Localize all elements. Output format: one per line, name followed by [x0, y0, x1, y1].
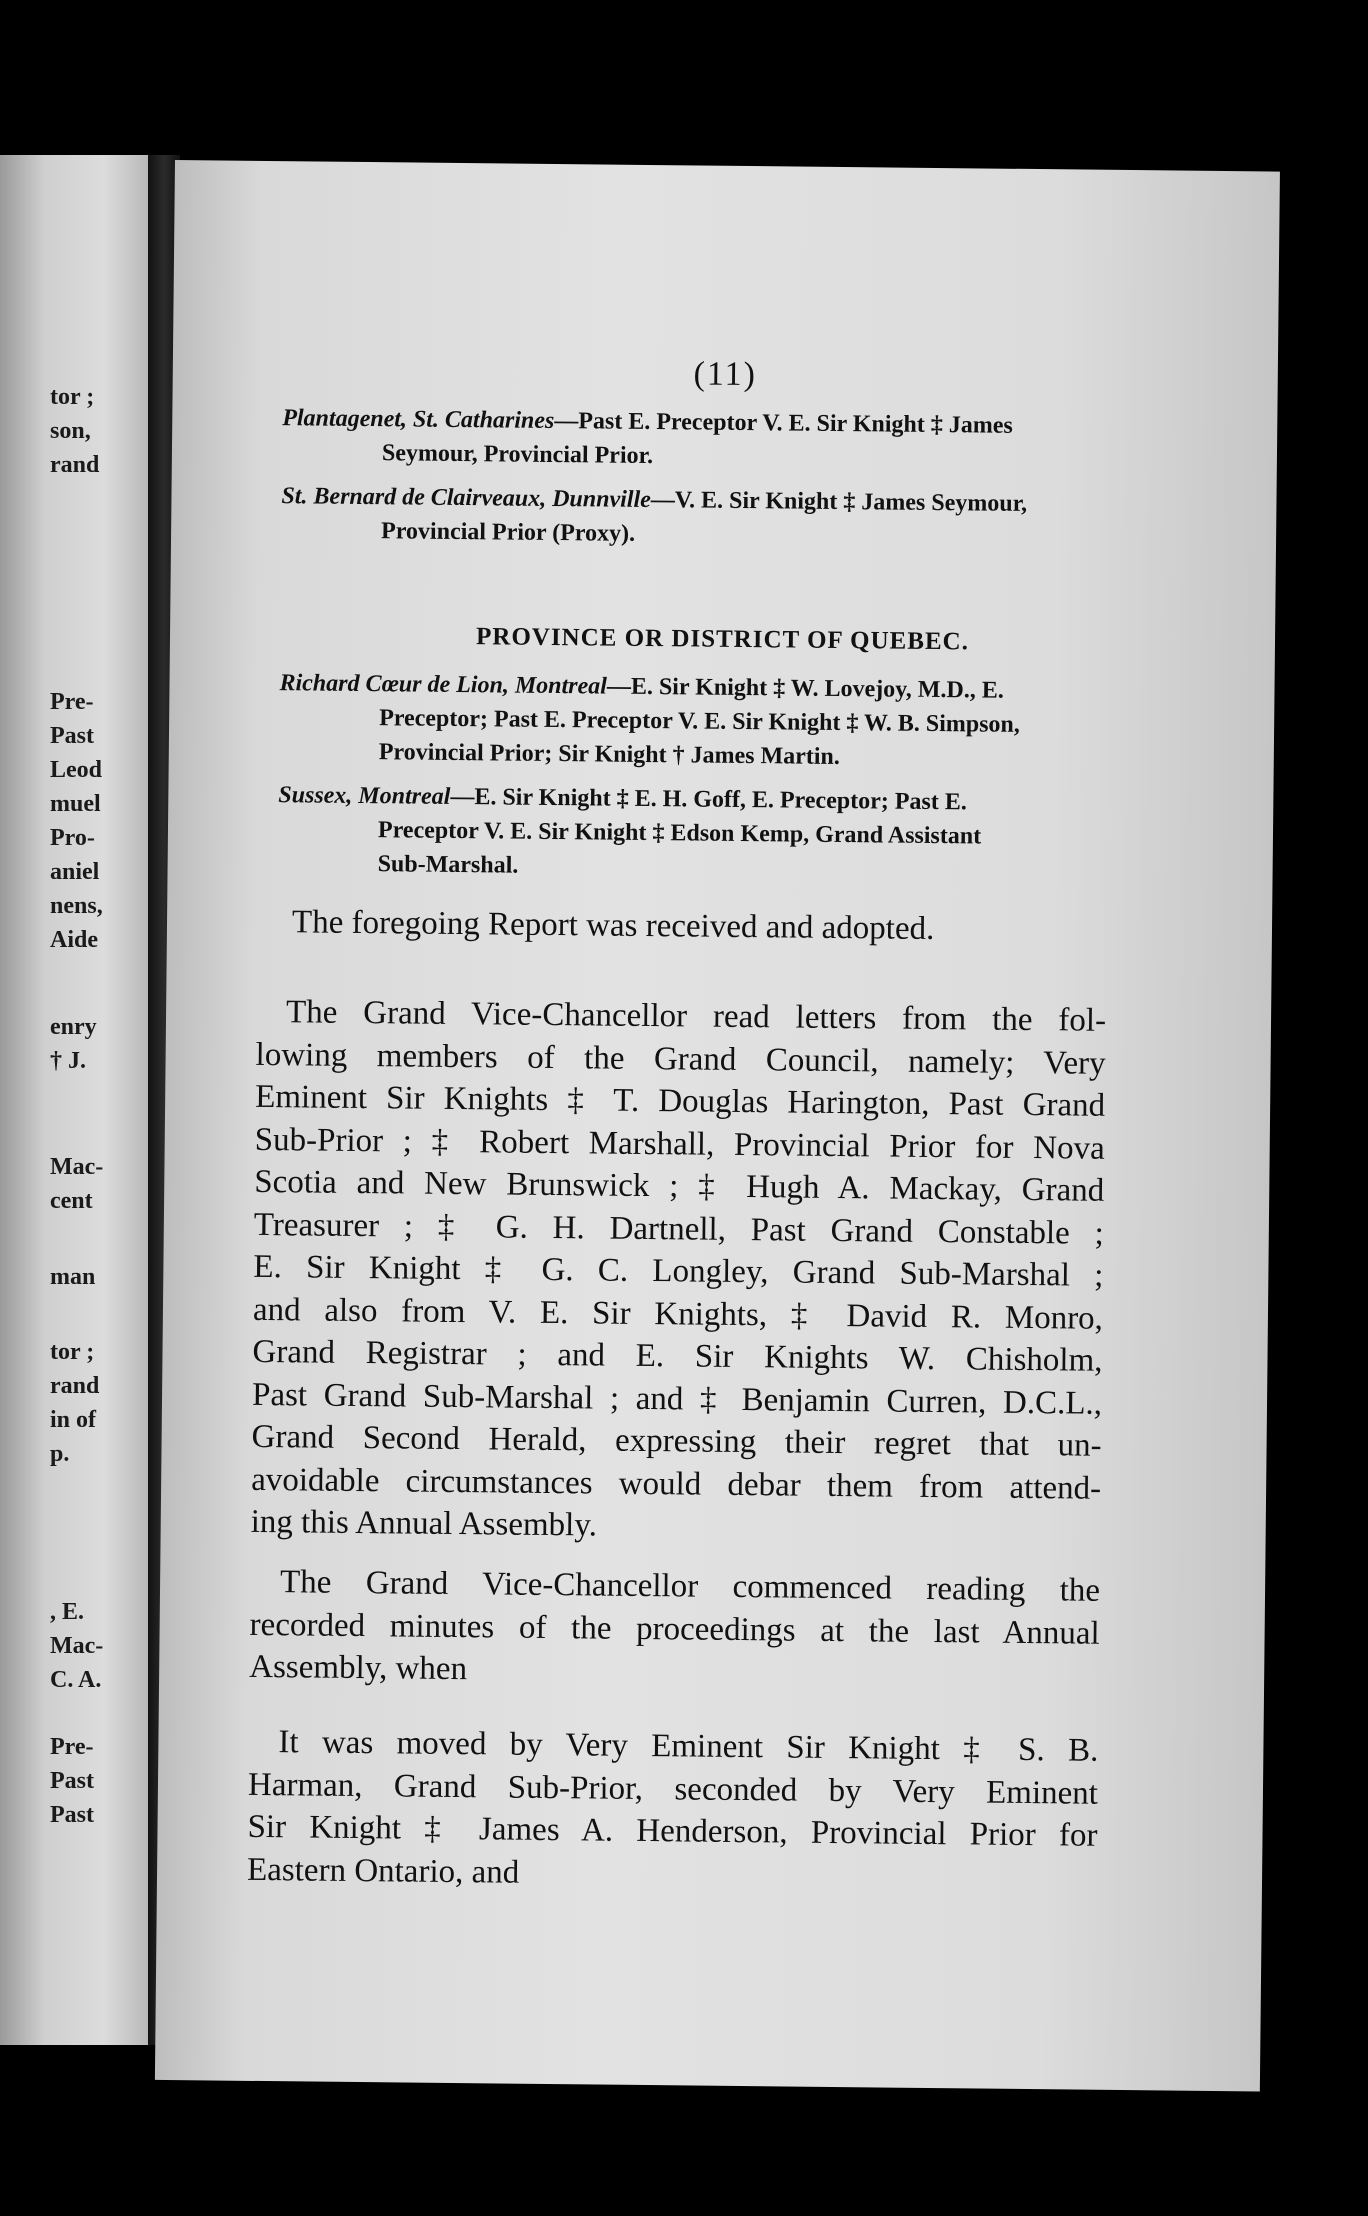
preceptory-entry [279, 666, 1130, 777]
margin-fragment: Aide [50, 927, 98, 953]
paragraph-line: The foregoing Report was received and adopted. [291, 904, 935, 947]
paragraph-line: Assembly, when [249, 1648, 468, 1688]
paragraph-line: Scotia and New Brunswick ; ‡ Hugh A. Mackay, Grand [254, 1163, 1105, 1209]
margin-fragment: nens, [50, 893, 103, 919]
page-number: (11) [693, 355, 758, 394]
paragraph [249, 1561, 1100, 1697]
margin-fragment: rand [50, 452, 100, 478]
paragraph [247, 1721, 1099, 1900]
right-page [155, 160, 1280, 2091]
entry-text: —E. Sir Knight ‡ E. H. Goff, E. Preceptor; Past E. [450, 783, 967, 816]
paragraph-line: Harman, Grand Sub-Prior, seconded by Very Eminent [247, 1766, 1099, 1812]
left-page-margin-text [0, 155, 148, 2045]
section-heading: PROVINCE OR DISTRICT OF QUEBEC. [475, 623, 970, 656]
margin-fragment: Mac- [50, 1633, 104, 1659]
margin-fragment: Pre- [50, 689, 94, 715]
paragraph-line: The Grand Vice-Chancellor read letters from the fol- [285, 994, 1107, 1039]
paragraph-line: Eminent Sir Knights ‡ T. Douglas Harington, Past Grand [255, 1078, 1106, 1124]
margin-fragment: Pre- [50, 1734, 94, 1760]
entry-text: —E. Sir Knight ‡ W. Lovejoy, M.D., E. [606, 673, 1004, 704]
entry-text: Sub-Marshal. [377, 851, 519, 879]
paragraph-line: and also from V. E. Sir Knights, ‡ David R. Monro, [252, 1291, 1104, 1337]
paragraph-line: Past Grand Sub-Marshal ; and ‡ Benjamin Curren, D.C.L., [251, 1376, 1103, 1422]
paragraph-line: Treasurer ; ‡ G. H. Dartnell, Past Grand Constable ; [253, 1206, 1105, 1252]
paragraph [251, 991, 1107, 1552]
entry-text: —V. E. Sir Knight ‡ James Seymour, [650, 487, 1028, 517]
entry-text: Preceptor V. E. Sir Knight ‡ Edson Kemp, Grand Assistant [377, 817, 982, 850]
margin-fragment: p. [50, 1441, 70, 1467]
paragraph-line: The Grand Vice-Chancellor commenced reading the [279, 1564, 1101, 1609]
preceptory-entry [277, 778, 1128, 889]
paragraph-line: recorded minutes of the proceedings at the last Annual [249, 1606, 1100, 1652]
entry-text: Provincial Prior; Sir Knight † James Martin. [378, 739, 840, 770]
preceptory-name: Sussex, Montreal [278, 782, 451, 810]
paragraph-line: avoidable circumstances would debar them from attend- [250, 1461, 1102, 1507]
paragraph [292, 901, 1032, 951]
entry-text: —Past E. Preceptor V. E. Sir Knight ‡ James [554, 407, 1013, 439]
margin-fragment: tor ; [50, 1339, 95, 1365]
margin-fragment: son, [50, 418, 91, 444]
margin-fragment: Mac- [50, 1154, 104, 1180]
paragraph-line: Grand Registrar ; and E. Sir Knights W. Chisholm, [252, 1333, 1103, 1379]
preceptory-name: Plantagenet, St. Catharines [282, 405, 555, 434]
preceptory-name: Richard Cœur de Lion, Montreal [279, 670, 608, 700]
margin-fragment: aniel [50, 859, 100, 885]
margin-fragment: C. A. [50, 1667, 102, 1693]
preceptory-entry [282, 401, 1133, 478]
preceptory-name: St. Bernard de Clairveaux, Dunnville [281, 483, 651, 514]
left-page [0, 155, 148, 2045]
paragraph-line: Grand Second Herald, expressing their regret that un- [251, 1418, 1102, 1464]
paragraph-line: Sub-Prior ; ‡ Robert Marshall, Provincial Prior for Nova [254, 1121, 1105, 1167]
margin-fragment: enry [50, 1014, 97, 1040]
paragraph-line: Eastern Ontario, and [246, 1851, 520, 1891]
margin-fragment: † J. [50, 1048, 86, 1074]
margin-fragment: rand [50, 1373, 100, 1399]
margin-fragment: man [50, 1264, 96, 1290]
paragraph-line: E. Sir Knight ‡ G. C. Longley, Grand Sub-Marshal ; [253, 1248, 1104, 1294]
paragraph-line: Sir Knight ‡ James A. Henderson, Provincial Prior for [247, 1808, 1098, 1854]
entry-text: Seymour, Provincial Prior. [381, 440, 654, 470]
margin-fragment: Past [50, 1768, 94, 1794]
preceptory-entry [281, 479, 1132, 556]
margin-fragment: , E. [50, 1599, 85, 1625]
paragraph-line: It was moved by Very Eminent Sir Knight ‡ S. B. [278, 1724, 1099, 1769]
margin-fragment: Pro- [50, 825, 95, 851]
margin-fragment: in of [50, 1407, 97, 1433]
entry-text: Preceptor; Past E. Preceptor V. E. Sir Knight ‡ W. B. Simpson, [379, 705, 1020, 738]
margin-fragment: tor ; [50, 384, 95, 410]
margin-fragment: Past [50, 1802, 94, 1828]
paragraph-line: lowing members of the Grand Council, namely; Very [255, 1036, 1106, 1082]
entry-text: Provincial Prior (Proxy). [380, 518, 636, 547]
margin-fragment: Leod [50, 757, 103, 783]
margin-fragment: muel [50, 791, 101, 817]
paragraph-line: ing this Annual Assembly. [250, 1503, 598, 1544]
margin-fragment: Past [50, 723, 94, 749]
margin-fragment: cent [50, 1188, 93, 1214]
